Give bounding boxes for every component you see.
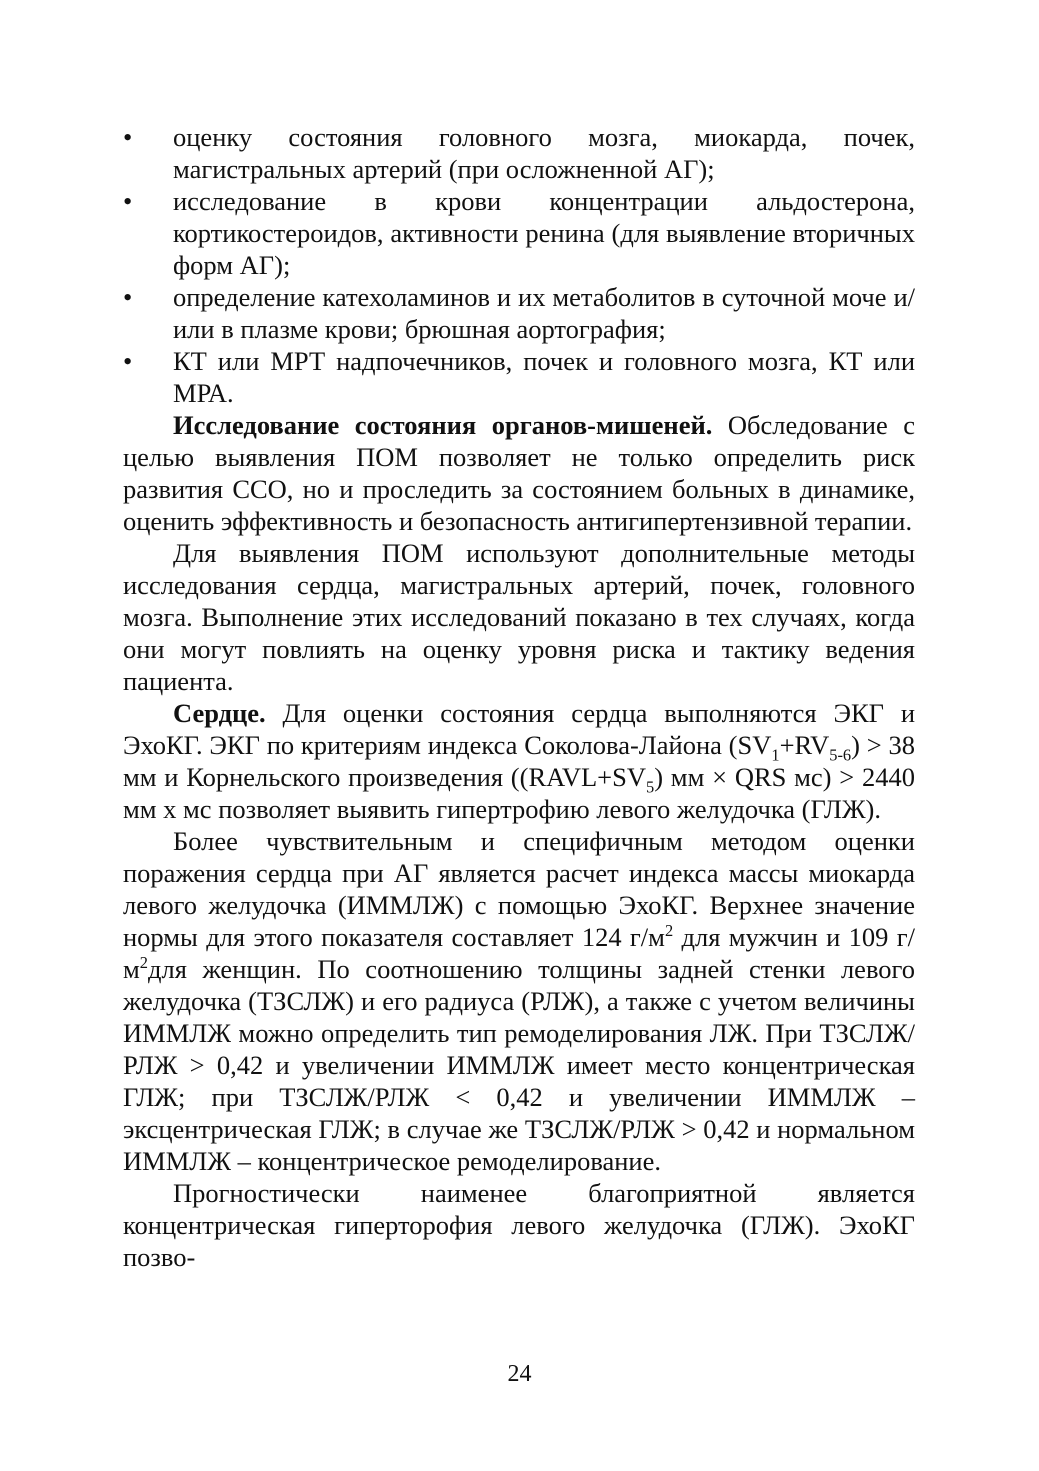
lvmi-superscript-1: 2 [664,921,674,941]
list-item [123,281,915,345]
list-item-text: определение катехоламинов и их метаболитов в суточной моче и/или в плазме крови; брюшная аортография; [173,282,915,344]
bullet-icon: • [123,346,133,376]
target-organs-text: Обследование с целью выявления ПОМ позволяет не только определить риск развития ССО, но и проследить за состоянием больных в динамике, оценить эффективность и безопасность антигипертензивной терапии. [123,410,915,536]
list-item [123,121,915,185]
target-organs-heading: Исследование состояния органов-мишеней. [173,410,713,440]
target-organs-paragraph [123,409,915,537]
lvmi-paragraph [123,825,915,1177]
heart-subscript-1: 1 [771,745,780,765]
list-item-text: исследование в крови концентрации альдостерона, кортикостероидов, активности ренина (для выявление вторичных форм АГ); [173,186,915,280]
heart-paragraph [123,697,915,825]
page-number: 24 [507,1361,532,1387]
list-item [123,185,915,281]
heart-heading: Сердце. [173,698,266,728]
heart-text-1: Для оценки состояния сердца выполняются ЭКГ и ЭхоКГ. ЭКГ по критериям индекса Соколова-Лайона (SV [123,698,915,760]
heart-subscript-3: 5 [646,777,655,797]
lvmi-text-2: для мужчин и 109 г/м [123,922,915,984]
list-item-text: КТ или МРТ надпочечников, почек и головного мозга, КТ или МРА. [173,346,915,408]
bullet-icon: • [123,186,133,216]
heart-subscript-2: 5-6 [829,745,852,765]
bullet-icon: • [123,122,133,152]
prognosis-paragraph: Прогностически наименее благоприятной является концентрическая гиперторофия левого желудочка (ГЛЖ). ЭхоКГ позво- [123,1178,915,1272]
lvmi-text-1: Более чувствительным и специфичным методом оценки поражения сердца при АГ является расчет индекса массы миокарда левого желудочка (ИММЛЖ) с помощью ЭхоКГ. Верхнее значение нормы для этого показателя составляет 124 г/м [123,826,915,952]
bullet-list [123,121,915,409]
heart-text-2: +RV [779,730,830,760]
list-item-text: оценку состояния головного мозга, миокарда, почек, магистральных артерий (при осложненной АГ); [173,122,915,184]
page-content [123,121,915,1273]
methods-paragraph: Для выявления ПОМ используют дополнительные методы исследования сердца, магистральных артерий, почек, головного мозга. Выполнение этих исследований показано в тех случаях, когда они могут повлиять на оценку уровня риска и тактику ведения пациента. [123,538,915,696]
bullet-icon: • [123,282,133,312]
lvmi-text-3: для женщин. По соотношению толщины задней стенки левого желудочка (ТЗСЛЖ) и его радиуса (РЛЖ), а также с учетом величины ИММЛЖ можно определить тип ремоделирования ЛЖ. При ТЗСЛЖ/РЛЖ > 0,42 и увеличении ИММЛЖ имеет место концентрическая ГЛЖ; при ТЗСЛЖ/РЛЖ < 0,42 и увеличении ИММЛЖ – эксцентрическая ГЛЖ; в случае же ТЗСЛЖ/РЛЖ > 0,42 и нормальном ИММЛЖ – концентрическое ремоделирование. [123,954,915,1176]
heart-text-4: ) мм × QRS мс) > 2440 мм х мс позволяет выявить гипертрофию левого желудочка (ГЛЖ). [123,762,915,824]
lvmi-superscript-2: 2 [139,953,148,973]
list-item [123,345,915,409]
heart-text-3: ) > 38 мм и Корнельского произведения ((RAVL+SV [123,730,915,792]
